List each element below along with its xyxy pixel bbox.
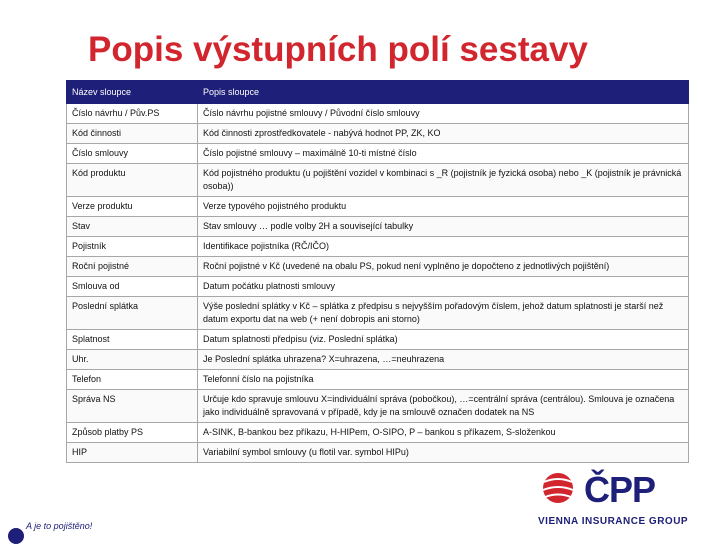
table-row — [67, 423, 689, 443]
table-row — [67, 330, 689, 350]
slide-title: Popis výstupních polí sestavy — [88, 30, 588, 69]
table-header-row — [67, 81, 689, 104]
table-row — [67, 350, 689, 370]
logo-emblem-icon — [534, 470, 590, 514]
field-name-cell: Uhr. — [67, 350, 198, 370]
field-name-cell: Správa NS — [67, 390, 198, 423]
field-description-cell: Roční pojistné v Kč (uvedené na obalu PS, pokud není vyplněno je dopočteno z jednotlivých pojištění) — [198, 257, 689, 277]
table-row — [67, 297, 689, 330]
field-description-cell: A-SINK, B-bankou bez příkazu, H-HIPem, O-SIPO, P – bankou s příkazem, S-složenkou — [198, 423, 689, 443]
field-name-cell: Číslo návrhu / Pův.PS — [67, 104, 198, 124]
field-description-cell: Datum splatnosti předpisu (viz. Poslední splátka) — [198, 330, 689, 350]
column-header-name: Název sloupce — [67, 81, 198, 104]
field-description-cell: Verze typového pojistného produktu — [198, 197, 689, 217]
field-description-cell: Stav smlouvy … podle volby 2H a související tabulky — [198, 217, 689, 237]
field-description-cell: Datum počátku platnosti smlouvy — [198, 277, 689, 297]
field-name-cell: Kód produktu — [67, 164, 198, 197]
tagline-text: A je to pojištěno! — [26, 521, 93, 531]
field-name-cell: Smlouva od — [67, 277, 198, 297]
field-name-cell: Telefon — [67, 370, 198, 390]
field-description-cell: Variabilní symbol smlouvy (u flotil var. symbol HIPu) — [198, 443, 689, 463]
field-description-cell: Kód činnosti zprostředkovatele - nabývá hodnot PP, ZK, KO — [198, 124, 689, 144]
field-name-cell: Verze produktu — [67, 197, 198, 217]
field-description-cell: Je Poslední splátka uhrazena? X=uhrazena, …=neuhrazena — [198, 350, 689, 370]
table-row — [67, 104, 689, 124]
field-description-cell: Číslo návrhu pojistné smlouvy / Původní číslo smlouvy — [198, 104, 689, 124]
field-description-cell: Číslo pojistné smlouvy – maximálně 10-ti místné číslo — [198, 144, 689, 164]
group-name: VIENNA INSURANCE GROUP — [538, 516, 689, 527]
company-logo — [534, 470, 714, 538]
table-row — [67, 390, 689, 423]
table-row — [67, 443, 689, 463]
footer-tagline — [0, 518, 130, 540]
column-header-description: Popis sloupce — [198, 81, 689, 104]
field-description-cell: Kód pojistného produktu (u pojištění vozidel v kombinaci s _R (pojistník je fyzická osoba) nebo _K (pojistník je právnická osoba)) — [198, 164, 689, 197]
field-name-cell: Kód činnosti — [67, 124, 198, 144]
field-name-cell: HIP — [67, 443, 198, 463]
table-row — [67, 164, 689, 197]
field-description-cell: Výše poslední splátky v Kč – splátka z předpisu s nejvyšším pořadovým číslem, jehož datum splatnosti je starší než datum exportu dat na web (+ není dobropis ani storno) — [198, 297, 689, 330]
field-name-cell: Způsob platby PS — [67, 423, 198, 443]
field-name-cell: Poslední splátka — [67, 297, 198, 330]
table-row — [67, 257, 689, 277]
field-name-cell: Roční pojistné — [67, 257, 198, 277]
field-name-cell: Stav — [67, 217, 198, 237]
field-name-cell: Splatnost — [67, 330, 198, 350]
fields-table — [66, 80, 689, 463]
table-row — [67, 144, 689, 164]
field-name-cell: Číslo smlouvy — [67, 144, 198, 164]
field-description-cell: Určuje kdo spravuje smlouvu X=individuální správa (pobočkou), …=centrální správa (centrálou). Smlouva je označena jako individuálně spravovaná v případě, kdy je na smlouvě označen dodatek na NS — [198, 390, 689, 423]
table-row — [67, 124, 689, 144]
tagline-dot-icon — [8, 528, 24, 544]
table-row — [67, 370, 689, 390]
field-description-cell: Identifikace pojistníka (RČ/IČO) — [198, 237, 689, 257]
table-row — [67, 237, 689, 257]
field-name-cell: Pojistník — [67, 237, 198, 257]
logo-wordmark: ČPP — [584, 469, 656, 510]
table-row — [67, 217, 689, 237]
table-row — [67, 197, 689, 217]
table-row — [67, 277, 689, 297]
field-description-cell: Telefonní číslo na pojistníka — [198, 370, 689, 390]
